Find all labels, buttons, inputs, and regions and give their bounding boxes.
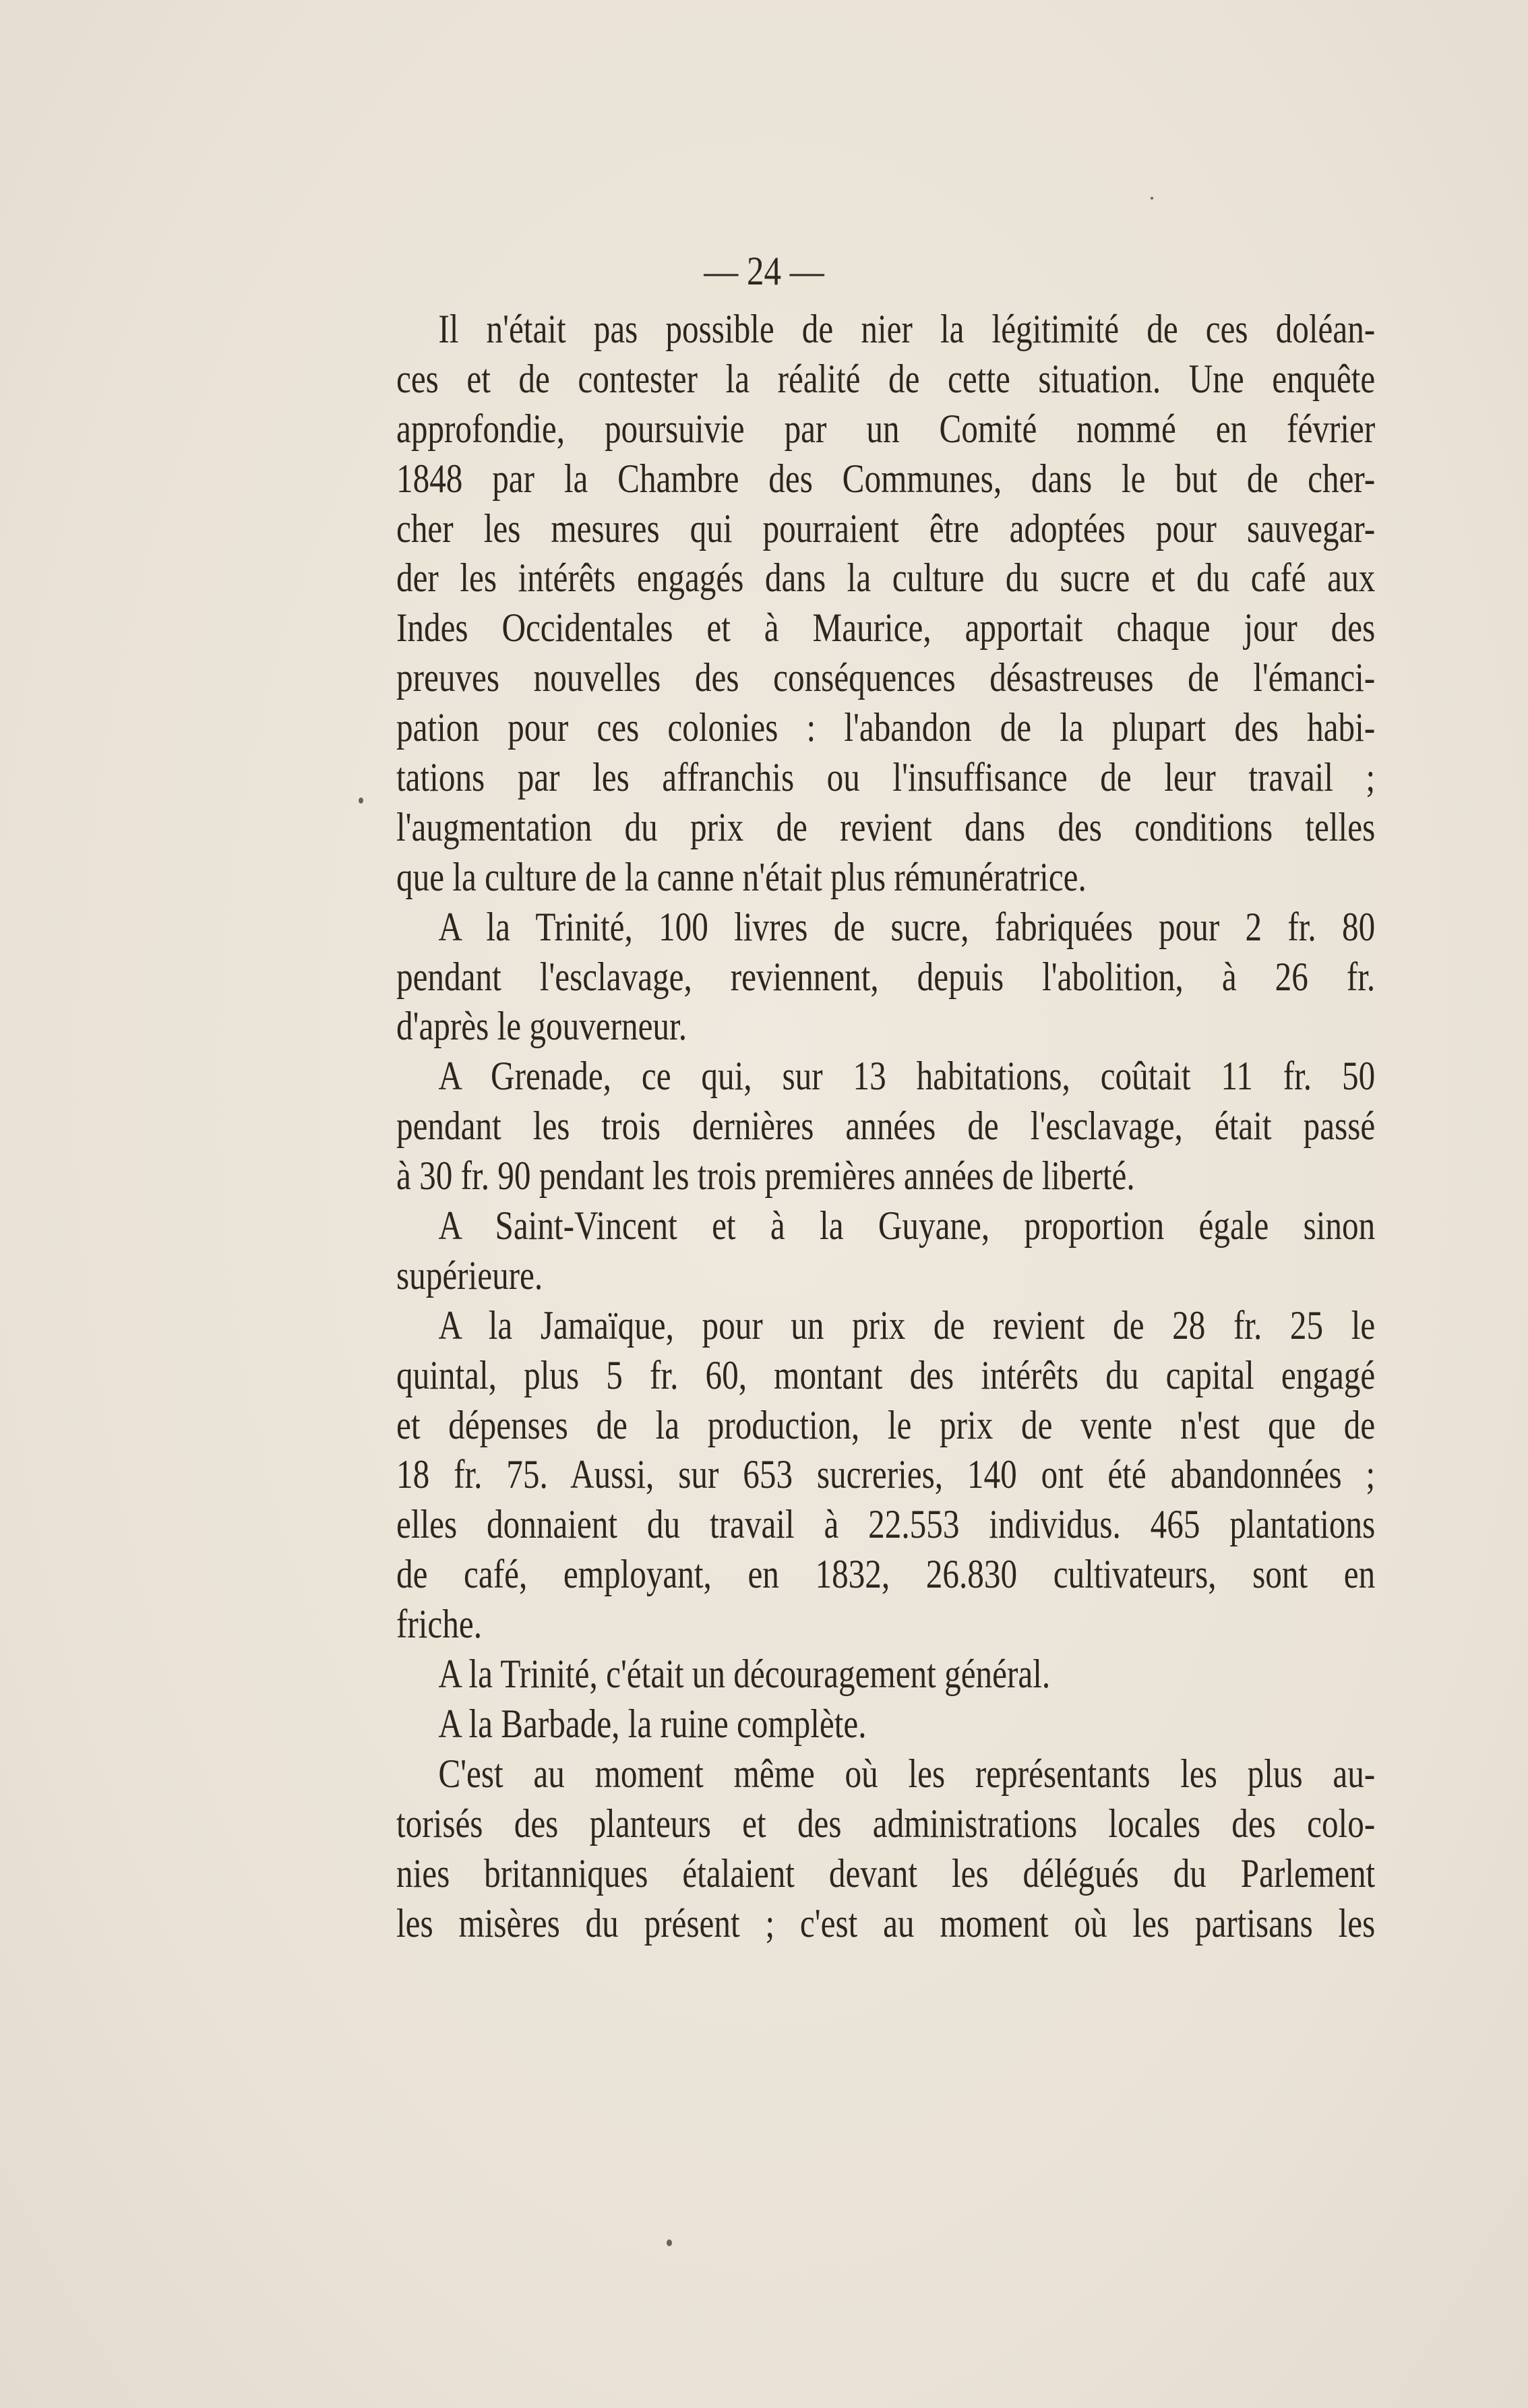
text-line	[396, 1799, 1375, 1849]
text-line-content: ces et de contester la réalité de cette situation. Une enquête	[396, 356, 1376, 401]
text-line-content: pendant l'esclavage, reviennent, depuis l'abolition, à 26 fr.	[396, 954, 1376, 999]
text-line-content: nies britanniques étalaient devant les délégués du Parlement	[396, 1850, 1376, 1896]
text-line	[396, 703, 1375, 753]
text-line	[396, 553, 1375, 603]
text-line	[396, 753, 1375, 803]
text-line	[396, 305, 1375, 355]
text-line	[396, 454, 1375, 504]
text-line	[396, 1849, 1375, 1899]
text-line-content: approfondie, poursuivie par un Comité nommé en février	[396, 406, 1376, 451]
text-line	[396, 504, 1375, 554]
text-line-content: der les intérêts engagés dans la culture du sucre et du café aux	[396, 555, 1376, 601]
text-line	[396, 404, 1375, 454]
ink-speck	[1151, 197, 1153, 200]
text-line-content: torisés des planteurs et des administrations locales des colo-	[396, 1801, 1376, 1846]
text-line-content: supérieure.	[396, 1253, 543, 1298]
text-line-content: 1848 par la Chambre des Communes, dans le but de cher-	[396, 456, 1376, 501]
text-line	[396, 1401, 1375, 1451]
text-line-content: Il n'était pas possible de nier la légitimité de ces doléan-	[438, 307, 1376, 351]
ink-speck	[667, 2239, 672, 2246]
text-line-content: elles donnaient du travail à 22.553 individus. 465 plantations	[396, 1502, 1376, 1547]
text-line-content: A Saint-Vincent et à la Guyane, proportion égale sinon	[438, 1203, 1376, 1248]
text-line	[396, 1500, 1375, 1550]
text-line-content: A Grenade, ce qui, sur 13 habitations, coûtait 11 fr. 50	[438, 1054, 1376, 1099]
text-line	[396, 1699, 1375, 1749]
body-text	[396, 305, 1375, 1948]
text-line-content: d'après le gouverneur.	[396, 1004, 687, 1049]
text-line	[396, 355, 1375, 404]
text-line-content: de café, employant, en 1832, 26.830 cultivateurs, sont en	[396, 1552, 1376, 1597]
text-line	[396, 1102, 1375, 1151]
text-line-content: à 30 fr. 90 pendant les trois premières années de liberté.	[396, 1153, 1135, 1199]
text-line	[396, 853, 1375, 903]
text-line	[396, 1749, 1375, 1799]
text-line-content: quintal, plus 5 fr. 60, montant des intérêts du capital engagé	[396, 1352, 1376, 1397]
text-line-content: A la Trinité, 100 livres de sucre, fabriquées pour 2 fr. 80	[438, 904, 1376, 949]
text-line	[396, 1450, 1375, 1500]
text-line-content: A la Trinité, c'était un découragement général.	[438, 1652, 1051, 1697]
text-line-content: pation pour ces colonies : l'abandon de la plupart des habi-	[396, 705, 1376, 750]
text-line-content: preuves nouvelles des conséquences désastreuses de l'émanci-	[396, 655, 1376, 700]
text-line	[396, 803, 1375, 853]
text-line-content: C'est au moment même où les représentants les plus au-	[438, 1751, 1376, 1796]
text-line	[396, 653, 1375, 703]
ink-speck	[359, 797, 363, 804]
text-line-content: Indes Occidentales et à Maurice, apportait chaque jour des	[396, 605, 1376, 651]
text-line-content: et dépenses de la production, le prix de vente n'est que de	[396, 1402, 1376, 1447]
text-line-content: tations par les affranchis ou l'insuffisance de leur travail ;	[396, 755, 1376, 800]
text-line-content: A la Jamaïque, pour un prix de revient de 28 fr. 25 le	[438, 1302, 1376, 1348]
text-line-content: A la Barbade, la ruine complète.	[438, 1701, 867, 1746]
text-line	[396, 1201, 1375, 1251]
text-line	[396, 1899, 1375, 1949]
text-line-content: les misères du présent ; c'est au moment où les partisans les	[396, 1900, 1376, 1946]
text-line	[396, 1301, 1375, 1351]
text-line	[396, 1550, 1375, 1600]
page-number: — 24 —	[704, 249, 824, 293]
text-line	[396, 953, 1375, 1002]
text-line-content: 18 fr. 75. Aussi, sur 653 sucreries, 140 ont été abandonnées ;	[396, 1452, 1376, 1497]
text-line	[396, 1052, 1375, 1102]
text-line	[396, 1151, 1375, 1201]
text-line	[396, 1650, 1375, 1699]
text-line	[396, 1600, 1375, 1650]
text-line	[396, 1251, 1375, 1301]
text-line-content: l'augmentation du prix de revient dans des conditions telles	[396, 804, 1376, 849]
text-line	[396, 903, 1375, 953]
text-line-content: cher les mesures qui pourraient être adoptées pour sauvegar-	[396, 506, 1376, 551]
text-line-content: que la culture de la canne n'était plus rémunératrice.	[396, 854, 1087, 899]
text-line	[396, 1002, 1375, 1052]
text-line	[396, 603, 1375, 653]
text-line	[396, 1351, 1375, 1401]
text-line-content: pendant les trois dernières années de l'esclavage, était passé	[396, 1104, 1376, 1149]
text-line-content: friche.	[396, 1602, 483, 1647]
